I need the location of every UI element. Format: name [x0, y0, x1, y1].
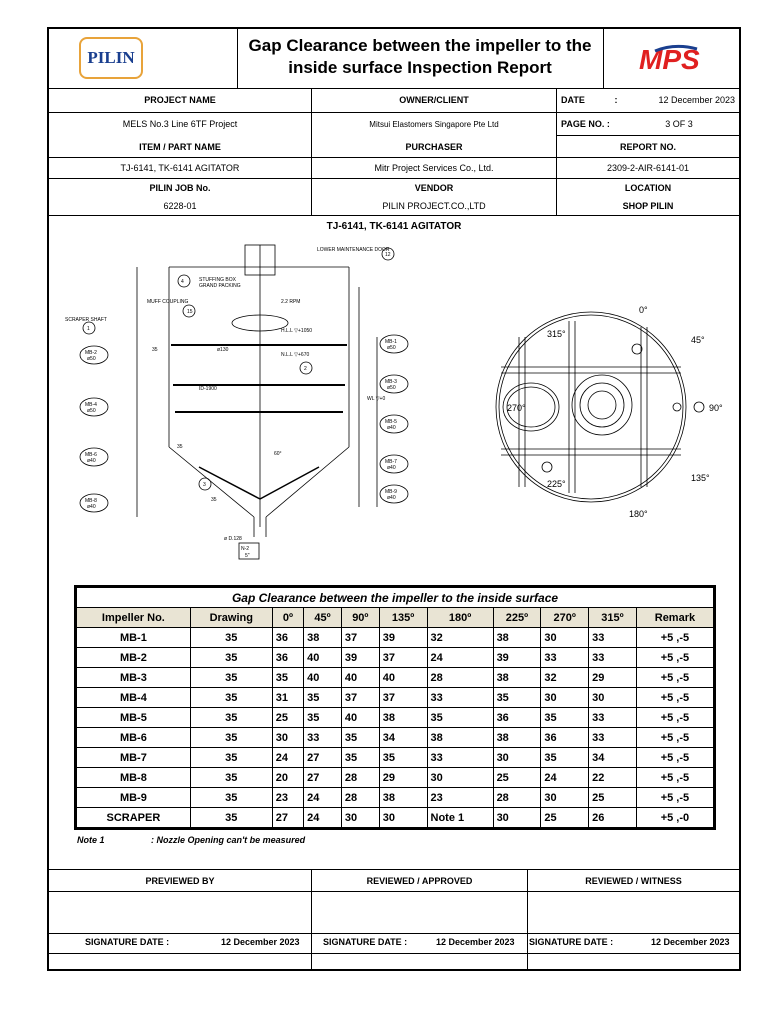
svg-text:MB-8: MB-8 [85, 498, 97, 504]
project-name-value: MELS No.3 Line 6TF Project [122, 119, 238, 129]
svg-text:35: 35 [152, 347, 158, 353]
reviewed-witness-title: REVIEWED / WITNESS [585, 875, 682, 886]
gap-table-header-cell: 135º [379, 608, 427, 628]
table-cell: 28 [427, 668, 493, 688]
table-row [77, 688, 714, 708]
date-value: 12 December 2023 [658, 95, 735, 105]
svg-text:ø130: ø130 [217, 347, 229, 353]
table-cell: 29 [589, 668, 637, 688]
table-cell: 34 [379, 728, 427, 748]
purchaser-label: PURCHASER [405, 141, 463, 152]
table-cell: 30 [493, 748, 541, 768]
project-name-label: PROJECT NAME [144, 95, 216, 105]
svg-text:180°: 180° [629, 509, 648, 519]
table-cell: +5 ,-5 [636, 668, 713, 688]
table-cell: 36 [272, 648, 303, 668]
table-cell: MB-5 [77, 708, 191, 728]
table-cell: 39 [493, 648, 541, 668]
gap-table-header-cell: 315º [589, 608, 637, 628]
table-cell: SCRAPER [77, 808, 191, 828]
title-line-2: inside surface Inspection Report [288, 58, 552, 77]
mps-logo-text: MPS [639, 44, 700, 75]
table-cell: 40 [304, 648, 342, 668]
table-cell: 27 [304, 748, 342, 768]
table-cell: 35 [190, 688, 272, 708]
svg-text:MB-4: MB-4 [85, 402, 97, 408]
vendor-label: VENDOR [414, 183, 454, 193]
table-cell: 35 [541, 708, 589, 728]
table-cell: 35 [190, 668, 272, 688]
table-cell: MB-7 [77, 748, 191, 768]
gap-table-header-cell: Remark [636, 608, 713, 628]
svg-text:SCRAPER SHAFT: SCRAPER SHAFT [65, 317, 107, 323]
page-value: 3 OF 3 [665, 119, 693, 129]
table-row [77, 788, 714, 808]
table-cell: Note 1 [427, 808, 493, 828]
note-text: : Nozzle Opening can't be measured [151, 835, 306, 845]
table-cell: 35 [272, 668, 303, 688]
table-cell: 33 [427, 748, 493, 768]
table-cell: 35 [190, 808, 272, 828]
svg-text:ø40: ø40 [387, 495, 396, 501]
table-cell: 33 [541, 648, 589, 668]
table-cell: MB-9 [77, 788, 191, 808]
svg-text:15: 15 [187, 309, 193, 315]
svg-text:GRAND PACKING: GRAND PACKING [199, 283, 241, 289]
sig-date-label-2: SIGNATURE DATE : [323, 937, 408, 947]
table-cell: +5 ,-5 [636, 708, 713, 728]
table-cell: 35 [190, 728, 272, 748]
note-label: Note 1 [77, 835, 105, 845]
pilin-logo [79, 37, 143, 79]
table-cell: 38 [493, 668, 541, 688]
table-cell: 37 [379, 648, 427, 668]
svg-text:ø40: ø40 [87, 504, 96, 510]
table-cell: 30 [272, 728, 303, 748]
sig-date-2: 12 December 2023 [436, 937, 515, 947]
table-cell: 30 [427, 768, 493, 788]
item-label: ITEM / PART NAME [139, 141, 221, 152]
table-cell: 32 [541, 668, 589, 688]
svg-text:0°: 0° [639, 305, 648, 315]
table-cell: +5 ,-5 [636, 688, 713, 708]
table-cell: +5 ,-5 [636, 728, 713, 748]
table-cell: 32 [427, 628, 493, 648]
sig-date-label-1: SIGNATURE DATE : [85, 937, 170, 947]
table-cell: 20 [272, 768, 303, 788]
table-cell: 35 [341, 748, 379, 768]
owner-label: OWNER/CLIENT [399, 95, 469, 105]
svg-text:MB-9: MB-9 [385, 489, 397, 495]
gap-table-caption: Gap Clearance between the impeller to the inside surface [77, 588, 714, 608]
gap-table-header-cell: Impeller No. [77, 608, 191, 628]
svg-text:315°: 315° [547, 329, 566, 339]
svg-text:35: 35 [177, 444, 183, 450]
item-value: TJ-6141, TK-6141 AGITATOR [120, 163, 240, 173]
table-cell: 37 [341, 628, 379, 648]
svg-text:MB-6: MB-6 [85, 452, 97, 458]
table-row [77, 708, 714, 728]
svg-text:MB-3: MB-3 [385, 379, 397, 385]
agitator-elevation-drawing [49, 237, 469, 577]
gap-table-header-cell: 90º [341, 608, 379, 628]
table-cell: 30 [589, 688, 637, 708]
gap-table-body [77, 628, 714, 828]
table-cell: 38 [493, 628, 541, 648]
svg-text:MB-7: MB-7 [385, 459, 397, 465]
table-cell: 35 [190, 648, 272, 668]
table-cell: 31 [272, 688, 303, 708]
table-cell: MB-1 [77, 628, 191, 648]
table-row [77, 668, 714, 688]
table-cell: 33 [589, 728, 637, 748]
table-cell: 30 [493, 808, 541, 828]
table-row [77, 648, 714, 668]
report-label: REPORT NO. [619, 141, 676, 152]
table-cell: 35 [190, 748, 272, 768]
svg-text:N-2: N-2 [241, 546, 250, 552]
svg-text:60°: 60° [274, 451, 282, 457]
table-cell: 36 [272, 628, 303, 648]
svg-text:MUFF COUPLING: MUFF COUPLING [147, 299, 189, 305]
table-cell: 25 [272, 708, 303, 728]
agitator-plan-view-drawing [459, 297, 729, 547]
svg-text:225°: 225° [547, 479, 566, 489]
table-cell: 36 [493, 708, 541, 728]
table-cell: 39 [379, 628, 427, 648]
gap-table-header-cell: 0º [272, 608, 303, 628]
svg-text:ø40: ø40 [387, 465, 396, 471]
table-cell: 37 [379, 688, 427, 708]
svg-text:STUFFING BOX: STUFFING BOX [199, 277, 236, 283]
gap-table-header-cell: Drawing [190, 608, 272, 628]
table-cell: 29 [379, 768, 427, 788]
svg-text:LOWER MAINTENANCE DOOR: LOWER MAINTENANCE DOOR [317, 247, 390, 253]
table-cell: 23 [427, 788, 493, 808]
table-row [77, 748, 714, 768]
table-cell: 25 [541, 808, 589, 828]
svg-text:ø50: ø50 [387, 345, 396, 351]
page-label: PAGE NO. : [561, 119, 610, 129]
table-cell: MB-3 [77, 668, 191, 688]
table-cell: 33 [589, 648, 637, 668]
sig-date-label-3: SIGNATURE DATE : [529, 937, 614, 947]
svg-text:ID-1900: ID-1900 [199, 386, 217, 392]
table-cell: 36 [541, 728, 589, 748]
table-cell: 38 [379, 708, 427, 728]
gap-table-header-row [77, 608, 714, 628]
table-cell: 35 [190, 708, 272, 728]
table-cell: 35 [304, 708, 342, 728]
svg-text:N.L.L ▽+670: N.L.L ▽+670 [281, 352, 310, 358]
table-row [77, 808, 714, 828]
date-colon: : [614, 95, 618, 105]
drawing-title: TJ-6141, TK-6141 AGITATOR [326, 220, 462, 232]
svg-text:135°: 135° [691, 473, 710, 483]
mps-logo [635, 41, 715, 75]
pilin-logo-text: PILIN [87, 48, 135, 67]
report-value: 2309-2-AIR-6141-01 [606, 163, 690, 173]
gap-table-header-cell: 225º [493, 608, 541, 628]
svg-text:2.2 RPM: 2.2 RPM [281, 299, 301, 305]
table-row [77, 628, 714, 648]
table-cell: 37 [341, 688, 379, 708]
table-cell: MB-6 [77, 728, 191, 748]
table-cell: MB-8 [77, 768, 191, 788]
gap-table-header-cell: 45º [304, 608, 342, 628]
svg-text:MB-5: MB-5 [385, 419, 397, 425]
table-cell: 35 [541, 748, 589, 768]
table-cell: 40 [379, 668, 427, 688]
table-cell: +5 ,-5 [636, 748, 713, 768]
location-value: SHOP PILIN [622, 201, 674, 211]
table-cell: 35 [190, 628, 272, 648]
svg-text:45°: 45° [691, 335, 705, 345]
table-cell: 39 [341, 648, 379, 668]
table-cell: 35 [190, 768, 272, 788]
table-cell: 28 [493, 788, 541, 808]
svg-text:4: 4 [181, 279, 184, 285]
table-cell: 23 [272, 788, 303, 808]
table-cell: 35 [341, 728, 379, 748]
table-cell: 40 [341, 708, 379, 728]
owner-value: Mitsui Elastomers Singapore Pte Ltd [369, 119, 499, 129]
table-cell: 35 [190, 788, 272, 808]
gap-table-header-cell: 180º [427, 608, 493, 628]
report-title [237, 35, 603, 79]
table-cell: 24 [272, 748, 303, 768]
table-cell: MB-2 [77, 648, 191, 668]
svg-text:35: 35 [211, 497, 217, 503]
table-cell: 30 [541, 628, 589, 648]
table-cell: 30 [541, 688, 589, 708]
table-cell: 38 [304, 628, 342, 648]
table-cell: 40 [304, 668, 342, 688]
svg-text:12: 12 [385, 252, 391, 258]
table-cell: 38 [427, 728, 493, 748]
table-row [77, 728, 714, 748]
previewed-by-title: PREVIEWED BY [145, 875, 215, 886]
date-label: DATE [561, 95, 585, 105]
table-cell: 24 [304, 788, 342, 808]
table-cell: 28 [341, 788, 379, 808]
table-row [77, 768, 714, 788]
svg-text:ø50: ø50 [387, 385, 396, 391]
gap-table-header-cell: 270º [541, 608, 589, 628]
svg-text:2: 2 [304, 366, 307, 372]
svg-text:90°: 90° [709, 403, 723, 413]
sig-date-1: 12 December 2023 [221, 937, 300, 947]
table-cell: 30 [541, 788, 589, 808]
table-cell: 35 [304, 688, 342, 708]
svg-text:MB-1: MB-1 [385, 339, 397, 345]
location-label: LOCATION [624, 183, 672, 193]
table-cell: +5 ,-0 [636, 808, 713, 828]
table-cell: 30 [379, 808, 427, 828]
svg-text:WL ▽+0: WL ▽+0 [367, 396, 386, 402]
reviewed-approved-title: REVIEWED / APPROVED [366, 875, 473, 886]
table-cell: 25 [589, 788, 637, 808]
svg-text:ø40: ø40 [387, 425, 396, 431]
table-cell: 35 [379, 748, 427, 768]
svg-text:5": 5" [245, 553, 250, 559]
table-cell: 27 [272, 808, 303, 828]
svg-text:ø D.128: ø D.128 [224, 536, 242, 542]
svg-text:1: 1 [87, 326, 90, 332]
table-cell: 22 [589, 768, 637, 788]
table-cell: +5 ,-5 [636, 628, 713, 648]
table-cell: 24 [304, 808, 342, 828]
table-cell: 34 [589, 748, 637, 768]
table-cell: 35 [427, 708, 493, 728]
table-cell: 33 [589, 628, 637, 648]
table-cell: 33 [589, 708, 637, 728]
table-cell: MB-4 [77, 688, 191, 708]
table-cell: +5 ,-5 [636, 788, 713, 808]
svg-text:H.L.L ▽+1050: H.L.L ▽+1050 [281, 328, 313, 334]
table-cell: 28 [341, 768, 379, 788]
svg-text:ø40: ø40 [87, 458, 96, 464]
report-page [47, 27, 741, 971]
table-cell: 24 [541, 768, 589, 788]
table-cell: 33 [304, 728, 342, 748]
svg-text:ø50: ø50 [87, 356, 96, 362]
table-cell: 35 [493, 688, 541, 708]
svg-text:3: 3 [203, 482, 206, 488]
svg-text:270°: 270° [507, 403, 526, 413]
job-label: PILIN JOB No. [149, 183, 211, 193]
table-cell: 40 [341, 668, 379, 688]
svg-text:ø50: ø50 [87, 408, 96, 414]
table-cell: +5 ,-5 [636, 768, 713, 788]
table-cell: 30 [341, 808, 379, 828]
table-cell: +5 ,-5 [636, 648, 713, 668]
table-cell: 27 [304, 768, 342, 788]
purchaser-value: Mitr Project Services Co., Ltd. [374, 163, 494, 173]
table-cell: 24 [427, 648, 493, 668]
vendor-value: PILIN PROJECT.CO.,LTD [382, 201, 486, 211]
table-cell: 25 [493, 768, 541, 788]
sig-date-3: 12 December 2023 [651, 937, 730, 947]
table-cell: 26 [589, 808, 637, 828]
table-cell: 38 [493, 728, 541, 748]
table-cell: 38 [379, 788, 427, 808]
table-cell: 33 [427, 688, 493, 708]
title-line-1: Gap Clearance between the impeller to the [248, 36, 592, 55]
gap-clearance-table [74, 585, 716, 830]
job-value: 6228-01 [163, 201, 197, 211]
svg-text:MB-2: MB-2 [85, 350, 97, 356]
